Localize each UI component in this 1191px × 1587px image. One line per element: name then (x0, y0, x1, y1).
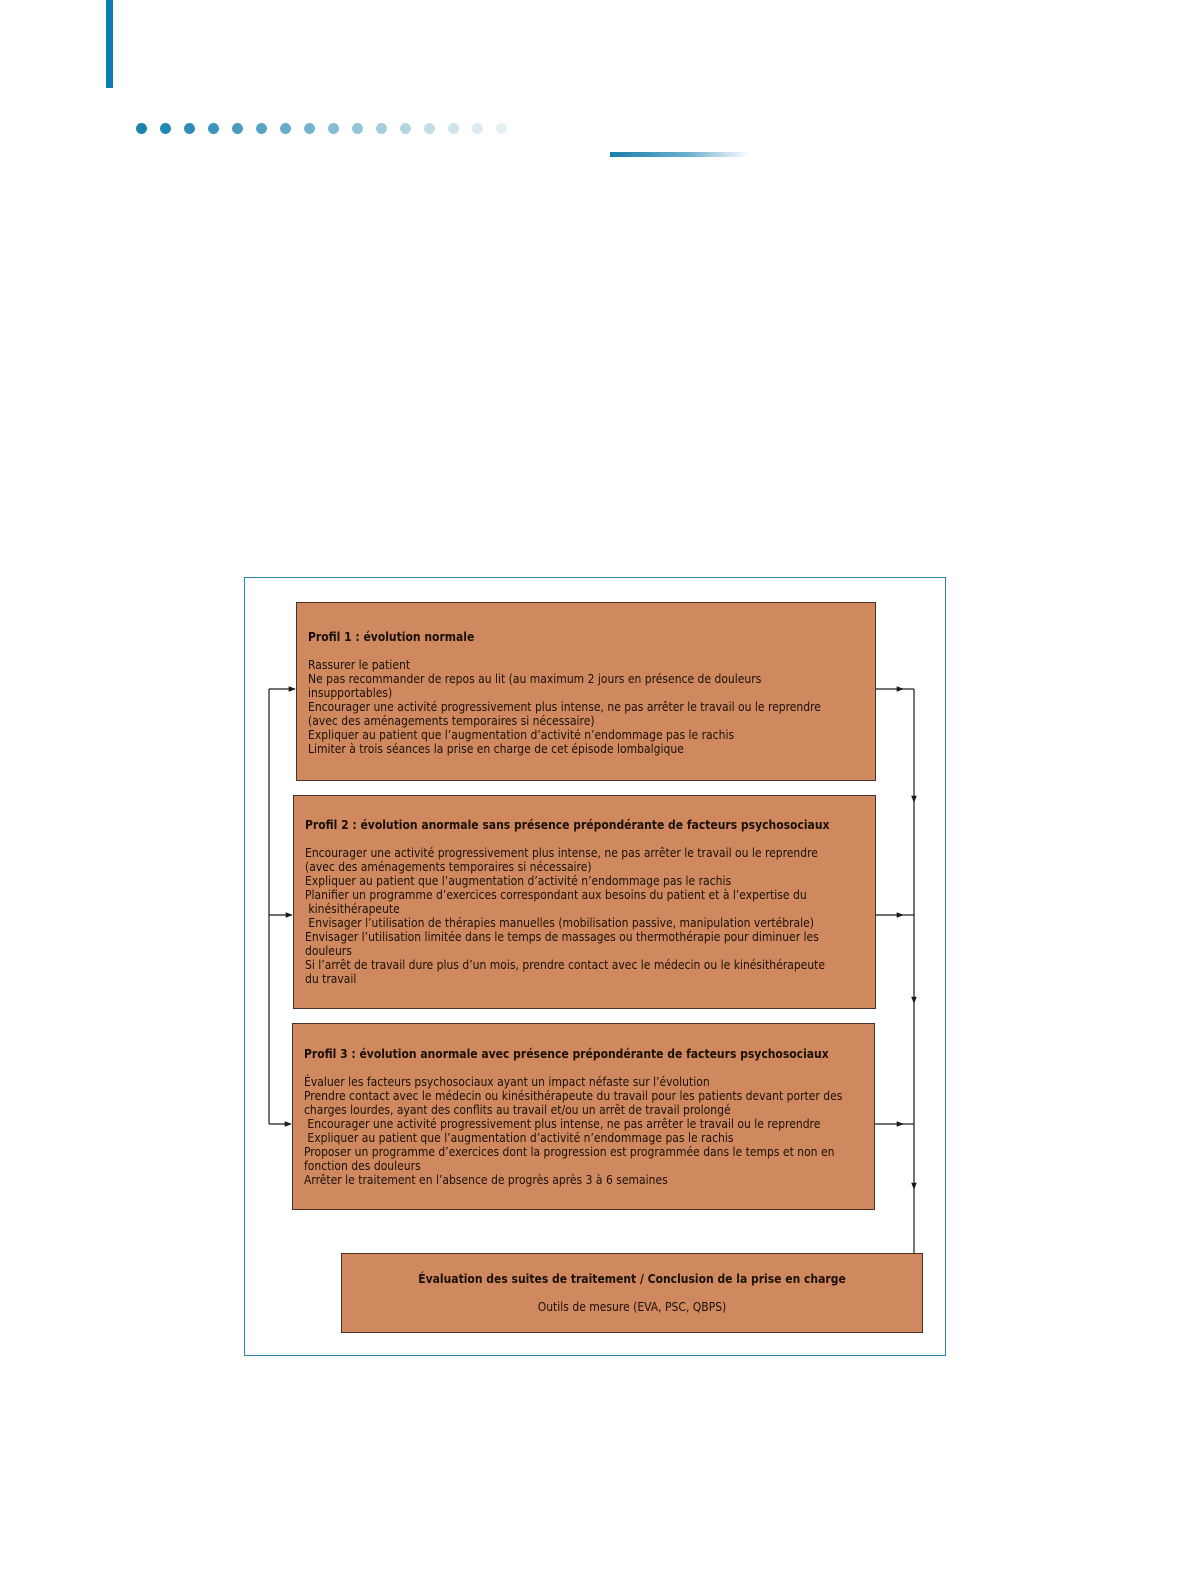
profile-2-line: douleurs (305, 944, 352, 958)
profile-2-line: Encourager une activité progressivement plus intense, ne pas arrêter le travail ou le reprendre (305, 846, 818, 860)
profile-3-line: Encourager une activité progressivement plus intense, ne pas arrêter le travail ou le reprendre (304, 1117, 821, 1131)
profile-2-line: Expliquer au patient que l’augmentation d’activité n’endommage pas le rachis (305, 874, 732, 888)
profile-2-line: kinésithérapeute (305, 902, 400, 916)
profile-1-line: Rassurer le patient (308, 658, 411, 672)
profile-1-line: Expliquer au patient que l’augmentation d’activité n’endommage pas le rachis (308, 728, 735, 742)
evaluation-title: Évaluation des suites de traitement / Conclusion de la prise en charge (418, 1272, 846, 1286)
profile-3-line: charges lourdes, ayant des conflits au travail et/ou un arrêt de travail prolongé (304, 1103, 731, 1117)
profile-1-line: Limiter à trois séances la prise en charge de cet épisode lombalgique (308, 742, 684, 756)
profile-2-line: Si l’arrêt de travail dure plus d’un mois, prendre contact avec le médecin ou le kinésithérapeute (305, 958, 826, 972)
evaluation-subtitle: Outils de mesure (EVA, PSC, QBPS) (537, 1300, 727, 1314)
profile-1-line: Encourager une activité progressivement plus intense, ne pas arrêter le travail ou le reprendre (308, 700, 821, 714)
profile-2-title: Profil 2 : évolution anormale sans présence prépondérante de facteurs psychosociaux (305, 818, 830, 832)
profile-3-line: Expliquer au patient que l’augmentation d’activité n’endommage pas le rachis (304, 1131, 734, 1145)
profile-3-line: Prendre contact avec le médecin ou kinésithérapeute du travail pour les patients devant porter des (304, 1089, 843, 1103)
profile-2-line: Envisager l’utilisation limitée dans le temps de massages ou thermothérapie pour diminuer les (305, 930, 819, 944)
profile-1-line: insupportables) (308, 686, 393, 700)
profile-3-line: Arrêter le traitement en l’absence de progrès après 3 à 6 semaines (304, 1173, 668, 1187)
profile-3-line: Proposer un programme d’exercices dont la progression est programmée dans le temps et non en (304, 1145, 835, 1159)
profile-1-title: Profil 1 : évolution normale (308, 630, 475, 644)
profile-2-line: Envisager l’utilisation de thérapies manuelles (mobilisation passive, manipulation vertébrale) (305, 916, 814, 930)
profile-2-line: du travail (305, 972, 357, 986)
profile-2-line: (avec des aménagements temporaires si nécessaire) (305, 860, 592, 874)
profile-3-line: fonction des douleurs (304, 1159, 421, 1173)
profile-3-line: Évaluer les facteurs psychosociaux ayant un impact néfaste sur l’évolution (304, 1075, 710, 1089)
profile-2-line: Planifier un programme d’exercices correspondant aux besoins du patient et à l’expertise du (305, 888, 807, 902)
profile-1-line: Ne pas recommander de repos au lit (au maximum 2 jours en présence de douleurs (308, 672, 762, 686)
profile-1-line: (avec des aménagements temporaires si nécessaire) (308, 714, 595, 728)
profile-3-title: Profil 3 : évolution anormale avec présence prépondérante de facteurs psychosociaux (304, 1047, 829, 1061)
